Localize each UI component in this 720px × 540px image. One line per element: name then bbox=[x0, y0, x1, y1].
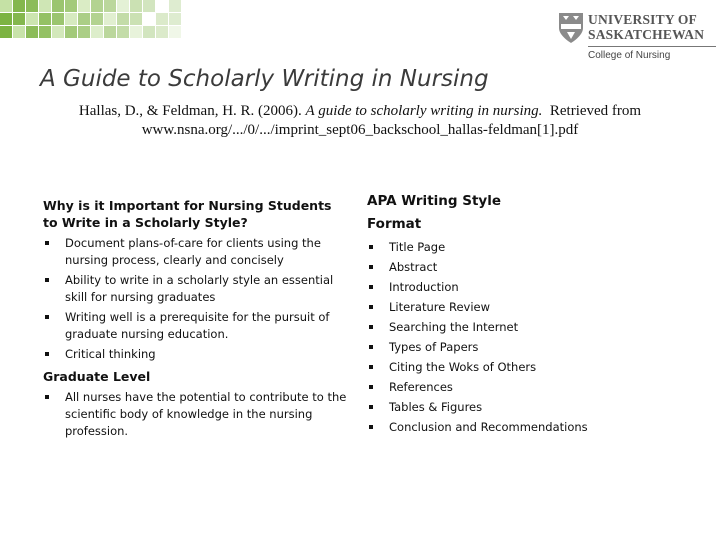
mosaic-square bbox=[52, 0, 64, 12]
mosaic-square bbox=[169, 13, 181, 25]
list-item bbox=[367, 399, 687, 416]
list-item bbox=[43, 346, 347, 363]
list-item-text: Title Page bbox=[389, 240, 446, 254]
bullet-icon bbox=[369, 405, 373, 409]
citation-retrieved: Retrieved from bbox=[542, 103, 642, 119]
mosaic-square bbox=[0, 0, 12, 12]
mosaic-square bbox=[26, 13, 38, 25]
right-column bbox=[367, 193, 687, 439]
mosaic-square bbox=[143, 26, 155, 38]
mosaic-square bbox=[65, 0, 77, 12]
list-item-text: Types of Papers bbox=[389, 340, 479, 354]
list-item bbox=[367, 279, 687, 296]
list-item bbox=[367, 339, 687, 356]
format-heading: Format bbox=[367, 216, 422, 232]
importance-list bbox=[43, 235, 347, 363]
list-item bbox=[367, 419, 687, 436]
slide-title: A Guide to Scholarly Writing in Nursing bbox=[40, 66, 489, 92]
left-column bbox=[43, 197, 347, 445]
list-item-text: Tables & Figures bbox=[389, 400, 483, 414]
graduate-level-heading: Graduate Level bbox=[43, 369, 151, 384]
list-item-text: References bbox=[389, 380, 453, 394]
list-item-text: Searching the Internet bbox=[389, 320, 519, 334]
decorative-mosaic bbox=[0, 0, 190, 40]
bullet-icon bbox=[45, 241, 49, 245]
format-list bbox=[367, 239, 687, 436]
college-name: College of Nursing bbox=[588, 50, 671, 61]
list-item-text: Critical thinking bbox=[65, 347, 156, 361]
list-item-text: Writing well is a prerequisite for the pursuit of graduate nursing education. bbox=[65, 310, 330, 341]
list-item bbox=[367, 359, 687, 376]
bullet-icon bbox=[369, 425, 373, 429]
list-item bbox=[43, 309, 347, 343]
bullet-icon bbox=[369, 305, 373, 309]
university-name-line1: UNIVERSITY OF bbox=[588, 12, 697, 27]
bullet-icon bbox=[369, 245, 373, 249]
list-item bbox=[43, 272, 347, 306]
mosaic-square bbox=[65, 26, 77, 38]
list-item bbox=[367, 319, 687, 336]
mosaic-square bbox=[117, 26, 129, 38]
list-item-text: Literature Review bbox=[389, 300, 490, 314]
mosaic-square bbox=[156, 26, 168, 38]
citation bbox=[0, 102, 720, 140]
graduate-level-list bbox=[43, 389, 347, 440]
list-item bbox=[367, 379, 687, 396]
mosaic-square bbox=[26, 0, 38, 12]
mosaic-square bbox=[130, 26, 142, 38]
citation-authors: Hallas, D., & Feldman, H. R. (2006). bbox=[78, 103, 306, 119]
mosaic-square bbox=[169, 0, 181, 12]
university-crest-icon bbox=[558, 12, 584, 44]
bullet-icon bbox=[45, 395, 49, 399]
bullet-icon bbox=[369, 345, 373, 349]
bullet-icon bbox=[369, 325, 373, 329]
mosaic-square bbox=[39, 0, 51, 12]
mosaic-square bbox=[39, 13, 51, 25]
list-item bbox=[367, 239, 687, 256]
mosaic-square bbox=[117, 0, 129, 12]
bullet-icon bbox=[45, 278, 49, 282]
mosaic-square bbox=[117, 13, 129, 25]
mosaic-square bbox=[39, 26, 51, 38]
importance-heading: Why is it Important for Nursing Students to Write in a Scholarly Style? bbox=[43, 198, 332, 230]
mosaic-square bbox=[26, 26, 38, 38]
mosaic-square bbox=[104, 26, 116, 38]
mosaic-square bbox=[156, 13, 168, 25]
list-item-text: All nurses have the potential to contribute to the scientific body of knowledge in the nursing profession. bbox=[65, 390, 347, 438]
mosaic-square bbox=[52, 26, 64, 38]
list-item-text: Document plans-of-care for clients using the nursing process, clearly and concisely bbox=[65, 236, 321, 267]
mosaic-square bbox=[104, 13, 116, 25]
mosaic-square bbox=[0, 26, 12, 38]
mosaic-square bbox=[91, 0, 103, 12]
apa-style-heading: APA Writing Style bbox=[367, 193, 502, 209]
list-item bbox=[367, 299, 687, 316]
university-name bbox=[588, 12, 704, 42]
mosaic-square bbox=[91, 13, 103, 25]
list-item-text: Conclusion and Recommendations bbox=[389, 420, 588, 434]
list-item-text: Abstract bbox=[389, 260, 438, 274]
list-item-text: Introduction bbox=[389, 280, 459, 294]
mosaic-square bbox=[130, 13, 142, 25]
mosaic-square bbox=[65, 13, 77, 25]
mosaic-square bbox=[13, 13, 25, 25]
citation-work-title: A guide to scholarly writing in nursing. bbox=[305, 103, 543, 119]
mosaic-square bbox=[13, 26, 25, 38]
mosaic-square bbox=[169, 26, 181, 38]
mosaic-square bbox=[78, 0, 90, 12]
mosaic-square bbox=[143, 0, 155, 12]
citation-url: www.nsna.org/.../0/.../imprint_sept06_backschool_hallas-feldman[1].pdf bbox=[141, 122, 579, 138]
mosaic-square bbox=[78, 13, 90, 25]
mosaic-square bbox=[0, 13, 12, 25]
bullet-icon bbox=[369, 365, 373, 369]
bullet-icon bbox=[369, 265, 373, 269]
university-name-line2: SASKATCHEWAN bbox=[588, 27, 705, 42]
mosaic-square bbox=[91, 26, 103, 38]
mosaic-square bbox=[130, 0, 142, 12]
bullet-icon bbox=[369, 285, 373, 289]
bullet-icon bbox=[45, 315, 49, 319]
mosaic-square bbox=[78, 26, 90, 38]
bullet-icon bbox=[45, 352, 49, 356]
mosaic-square bbox=[104, 0, 116, 12]
university-logo bbox=[556, 10, 716, 62]
list-item bbox=[43, 389, 347, 440]
list-item bbox=[367, 259, 687, 276]
mosaic-square bbox=[52, 13, 64, 25]
list-item-text: Ability to write in a scholarly style an essential skill for nursing graduates bbox=[65, 273, 334, 304]
list-item-text: Citing the Woks of Others bbox=[389, 360, 537, 374]
list-item bbox=[43, 235, 347, 269]
bullet-icon bbox=[369, 385, 373, 389]
mosaic-square bbox=[13, 0, 25, 12]
logo-divider bbox=[588, 46, 716, 47]
